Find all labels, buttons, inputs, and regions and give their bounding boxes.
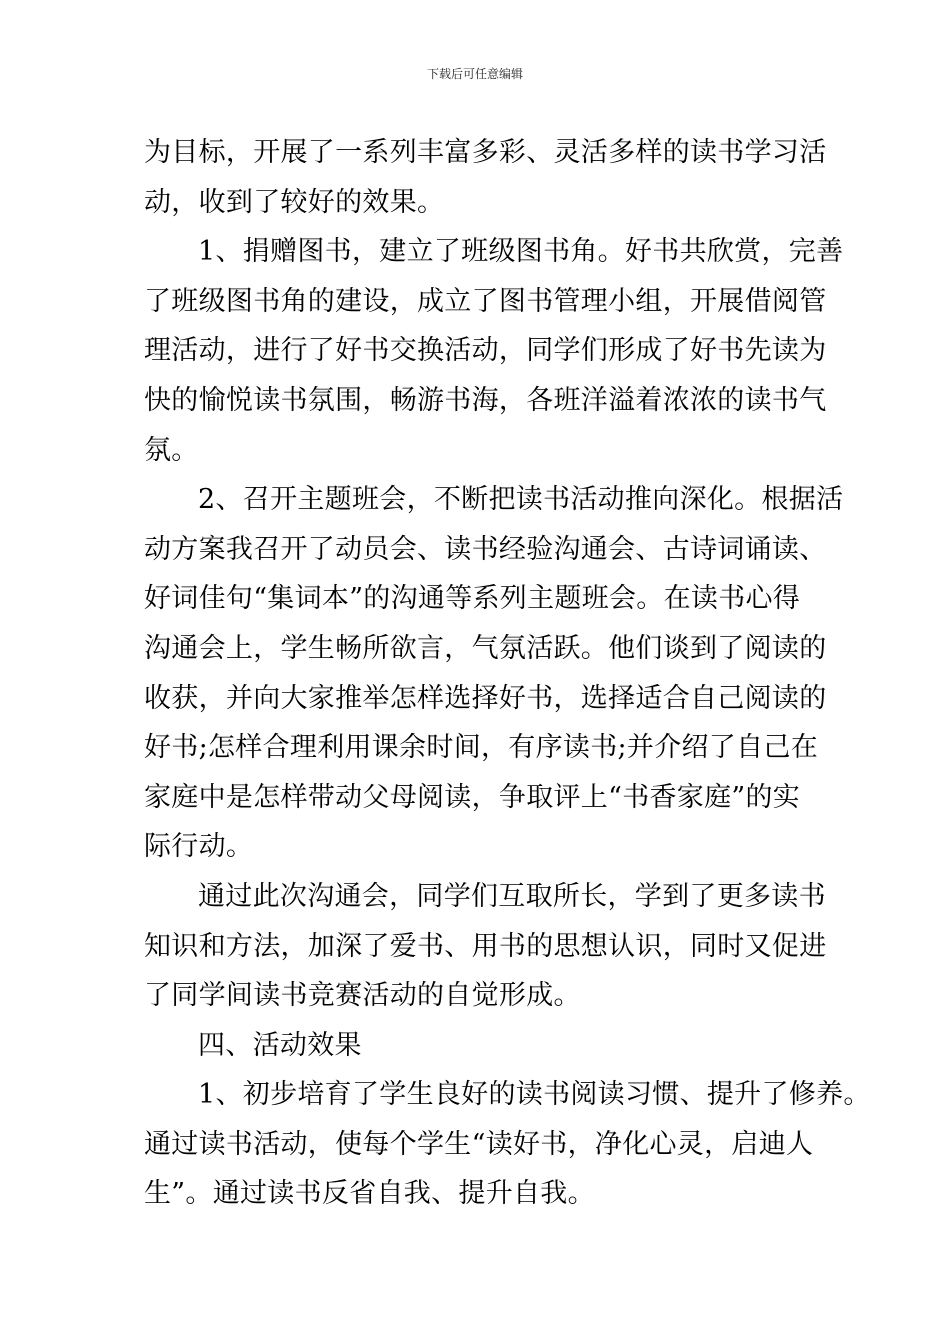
text-line: 家庭中是怎样带动父母阅读，争取评上“书香家庭”的实 — [144, 781, 801, 813]
text-line: 知识和方法，加深了爱书、用书的思想认识，同时又促进 — [144, 930, 827, 962]
paragraph-start-line: 通过此次沟通会，同学们互取所长，学到了更多读书 — [198, 880, 826, 912]
document-body — [144, 128, 871, 1219]
text-line: 好书;怎样合理利用课余时间，有序读书;并介绍了自己在 — [144, 732, 818, 764]
text-line: 了同学间读书竞赛活动的自觉形成。 — [144, 980, 581, 1012]
text-line: 动方案我召开了动员会、读书经验沟通会、古诗词诵读、 — [144, 533, 827, 565]
text-line: 生”。通过读书反省自我、提升自我。 — [144, 1178, 595, 1210]
text-line: 氛。 — [144, 434, 199, 466]
text-line: 好词佳句“集词本”的沟通等系列主题班会。在读书心得 — [144, 583, 801, 615]
text-line: 快的愉悦读书氛围，畅游书海，各班洋溢着浓浓的读书气 — [144, 384, 827, 416]
text-line: 沟通会上，学生畅所欲言，气氛活跃。他们谈到了阅读的 — [144, 632, 827, 664]
text-line: 了班级图书角的建设，成立了图书管理小组，开展借阅管 — [144, 285, 827, 317]
page-header: 下载后可任意编辑 — [426, 67, 523, 81]
text-line: 为目标，开展了一系列丰富多彩、灵活多样的读书学习活 — [144, 137, 827, 168]
paragraph-start-line: 1、初步培育了学生良好的读书阅读习惯、提升了修养。 — [198, 1079, 871, 1111]
paragraph-start-line: 2、召开主题班会，不断把读书活动推向深化。根据活 — [198, 484, 844, 516]
text-line: 收获，并向大家推举怎样选择好书，选择适合自己阅读的 — [144, 682, 827, 714]
paragraph-start-line: 1、捐赠图书，建立了班级图书角。好书共欣赏，完善 — [198, 236, 844, 268]
text-line: 际行动。 — [144, 831, 254, 863]
section-heading: 四、活动效果 — [198, 1029, 362, 1061]
text-line: 动，收到了较好的效果。 — [144, 186, 445, 218]
text-line: 通过读书活动，使每个学生“读好书，净化心灵，启迪人 — [144, 1128, 814, 1160]
text-line: 理活动，进行了好书交换活动，同学们形成了好书先读为 — [144, 335, 827, 367]
